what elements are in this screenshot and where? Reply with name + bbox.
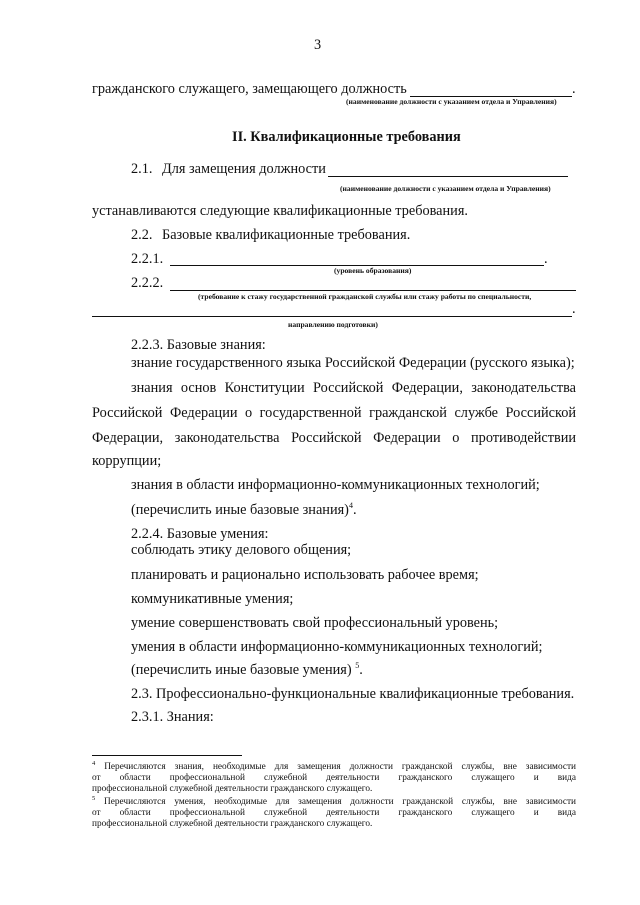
p22-text: Базовые квалификационные требования. — [162, 227, 411, 243]
p222-note: (требование к стажу государственной гражданской службы или стажу работы по специальности, — [198, 292, 532, 301]
footnote-4-line-3: профессиональной служебной деятельности гражданского служащего. — [92, 784, 373, 794]
p21-blank-line — [328, 176, 568, 177]
footnote-5-line-1-text: Перечисляются умения, необходимые для замещения должности гражданской службы, вне зависимости — [104, 797, 577, 807]
footnote-5-line-3: профессиональной служебной деятельности гражданского служащего. — [92, 819, 373, 829]
footnote-4-line-1-text: Перечисляются знания, необходимые для замещения должности гражданской службы, вне зависимости — [104, 762, 576, 772]
p223-item-2-cont-1: Российской Федерации о государственной гражданской службе Российской — [92, 405, 576, 421]
intro-note: (наименование должности с указанием отдела и Управления) — [346, 97, 557, 106]
intro-end-punct: . — [572, 81, 576, 97]
footnote-5-line-2: от области профессиональной служебной деятельности гражданского служащего и вида — [92, 808, 576, 818]
p21-cont: устанавливаются следующие квалификационные требования. — [92, 203, 468, 219]
p224-item-6-text: (перечислить иные базовые умения) — [131, 662, 352, 678]
p223-item-4 — [131, 501, 357, 519]
p222-end-punct: . — [572, 301, 576, 317]
footnote-5-num: 5 — [92, 794, 96, 802]
footnote-separator — [92, 755, 242, 756]
intro-text: гражданского служащего, замещающего должность — [92, 81, 407, 97]
p224-item-2: планировать и рационально использовать рабочее время; — [131, 567, 479, 583]
section-heading: II. Квалификационные требования — [232, 129, 461, 145]
footnote-ref-5: 5 — [355, 661, 360, 671]
p221-note: (уровень образования) — [334, 266, 412, 275]
p222-blank-line-2 — [92, 316, 572, 317]
p223-item-2-cont-3: коррупции; — [92, 453, 162, 469]
p221-end-punct: . — [544, 251, 548, 267]
p23-text: 2.3. Профессионально-функциональные квалификационные требования. — [131, 686, 575, 702]
p21-note: (наименование должности с указанием отдела и Управления) — [340, 184, 551, 193]
p224-item-3: коммуникативные умения; — [131, 591, 294, 607]
p223-item-3: знания в области информационно-коммуникационных технологий; — [131, 477, 540, 493]
page-number: 3 — [314, 37, 322, 53]
p224-title: 2.2.4. Базовые умения: — [131, 526, 269, 542]
footnote-5-line-1 — [92, 794, 577, 808]
p22-num: 2.2. — [131, 227, 153, 243]
footnote-ref-4: 4 — [348, 501, 353, 511]
p223-item-4-end: . — [352, 502, 357, 518]
p223-item-2: знания основ Конституции Российской Федерации, законодательства — [131, 380, 576, 396]
p221-num: 2.2.1. — [131, 251, 164, 267]
p222-num: 2.2.2. — [131, 275, 164, 291]
p224-item-6-end: . — [359, 662, 363, 678]
p223-item-1: знание государственного языка Российской Федерации (русского языка); — [131, 355, 575, 371]
p231-text: 2.3.1. Знания: — [131, 709, 214, 725]
footnote-4-num: 4 — [92, 759, 96, 767]
footnote-4-line-1 — [92, 759, 576, 773]
p224-item-1: соблюдать этику делового общения; — [131, 542, 352, 558]
p222-note2: направлению подготовки) — [288, 320, 378, 329]
p222-blank-line — [170, 290, 576, 291]
p223-title: 2.2.3. Базовые знания: — [131, 337, 266, 353]
p21-text: Для замещения должности — [162, 161, 326, 177]
p224-item-4: умение совершенствовать свой профессиональный уровень; — [131, 615, 499, 631]
p224-item-5: умения в области информационно-коммуникационных технологий; — [131, 639, 543, 655]
footnote-4-line-2: от области профессиональной служебной деятельности гражданского служащего и вида — [92, 773, 576, 783]
p223-item-2-cont-2: Федерации, законодательства Российской Федерации о противодействии — [92, 430, 576, 446]
p223-item-4-text: (перечислить иные базовые знания) — [131, 502, 349, 518]
p21-num: 2.1. — [131, 161, 153, 177]
p224-item-6 — [131, 661, 363, 679]
